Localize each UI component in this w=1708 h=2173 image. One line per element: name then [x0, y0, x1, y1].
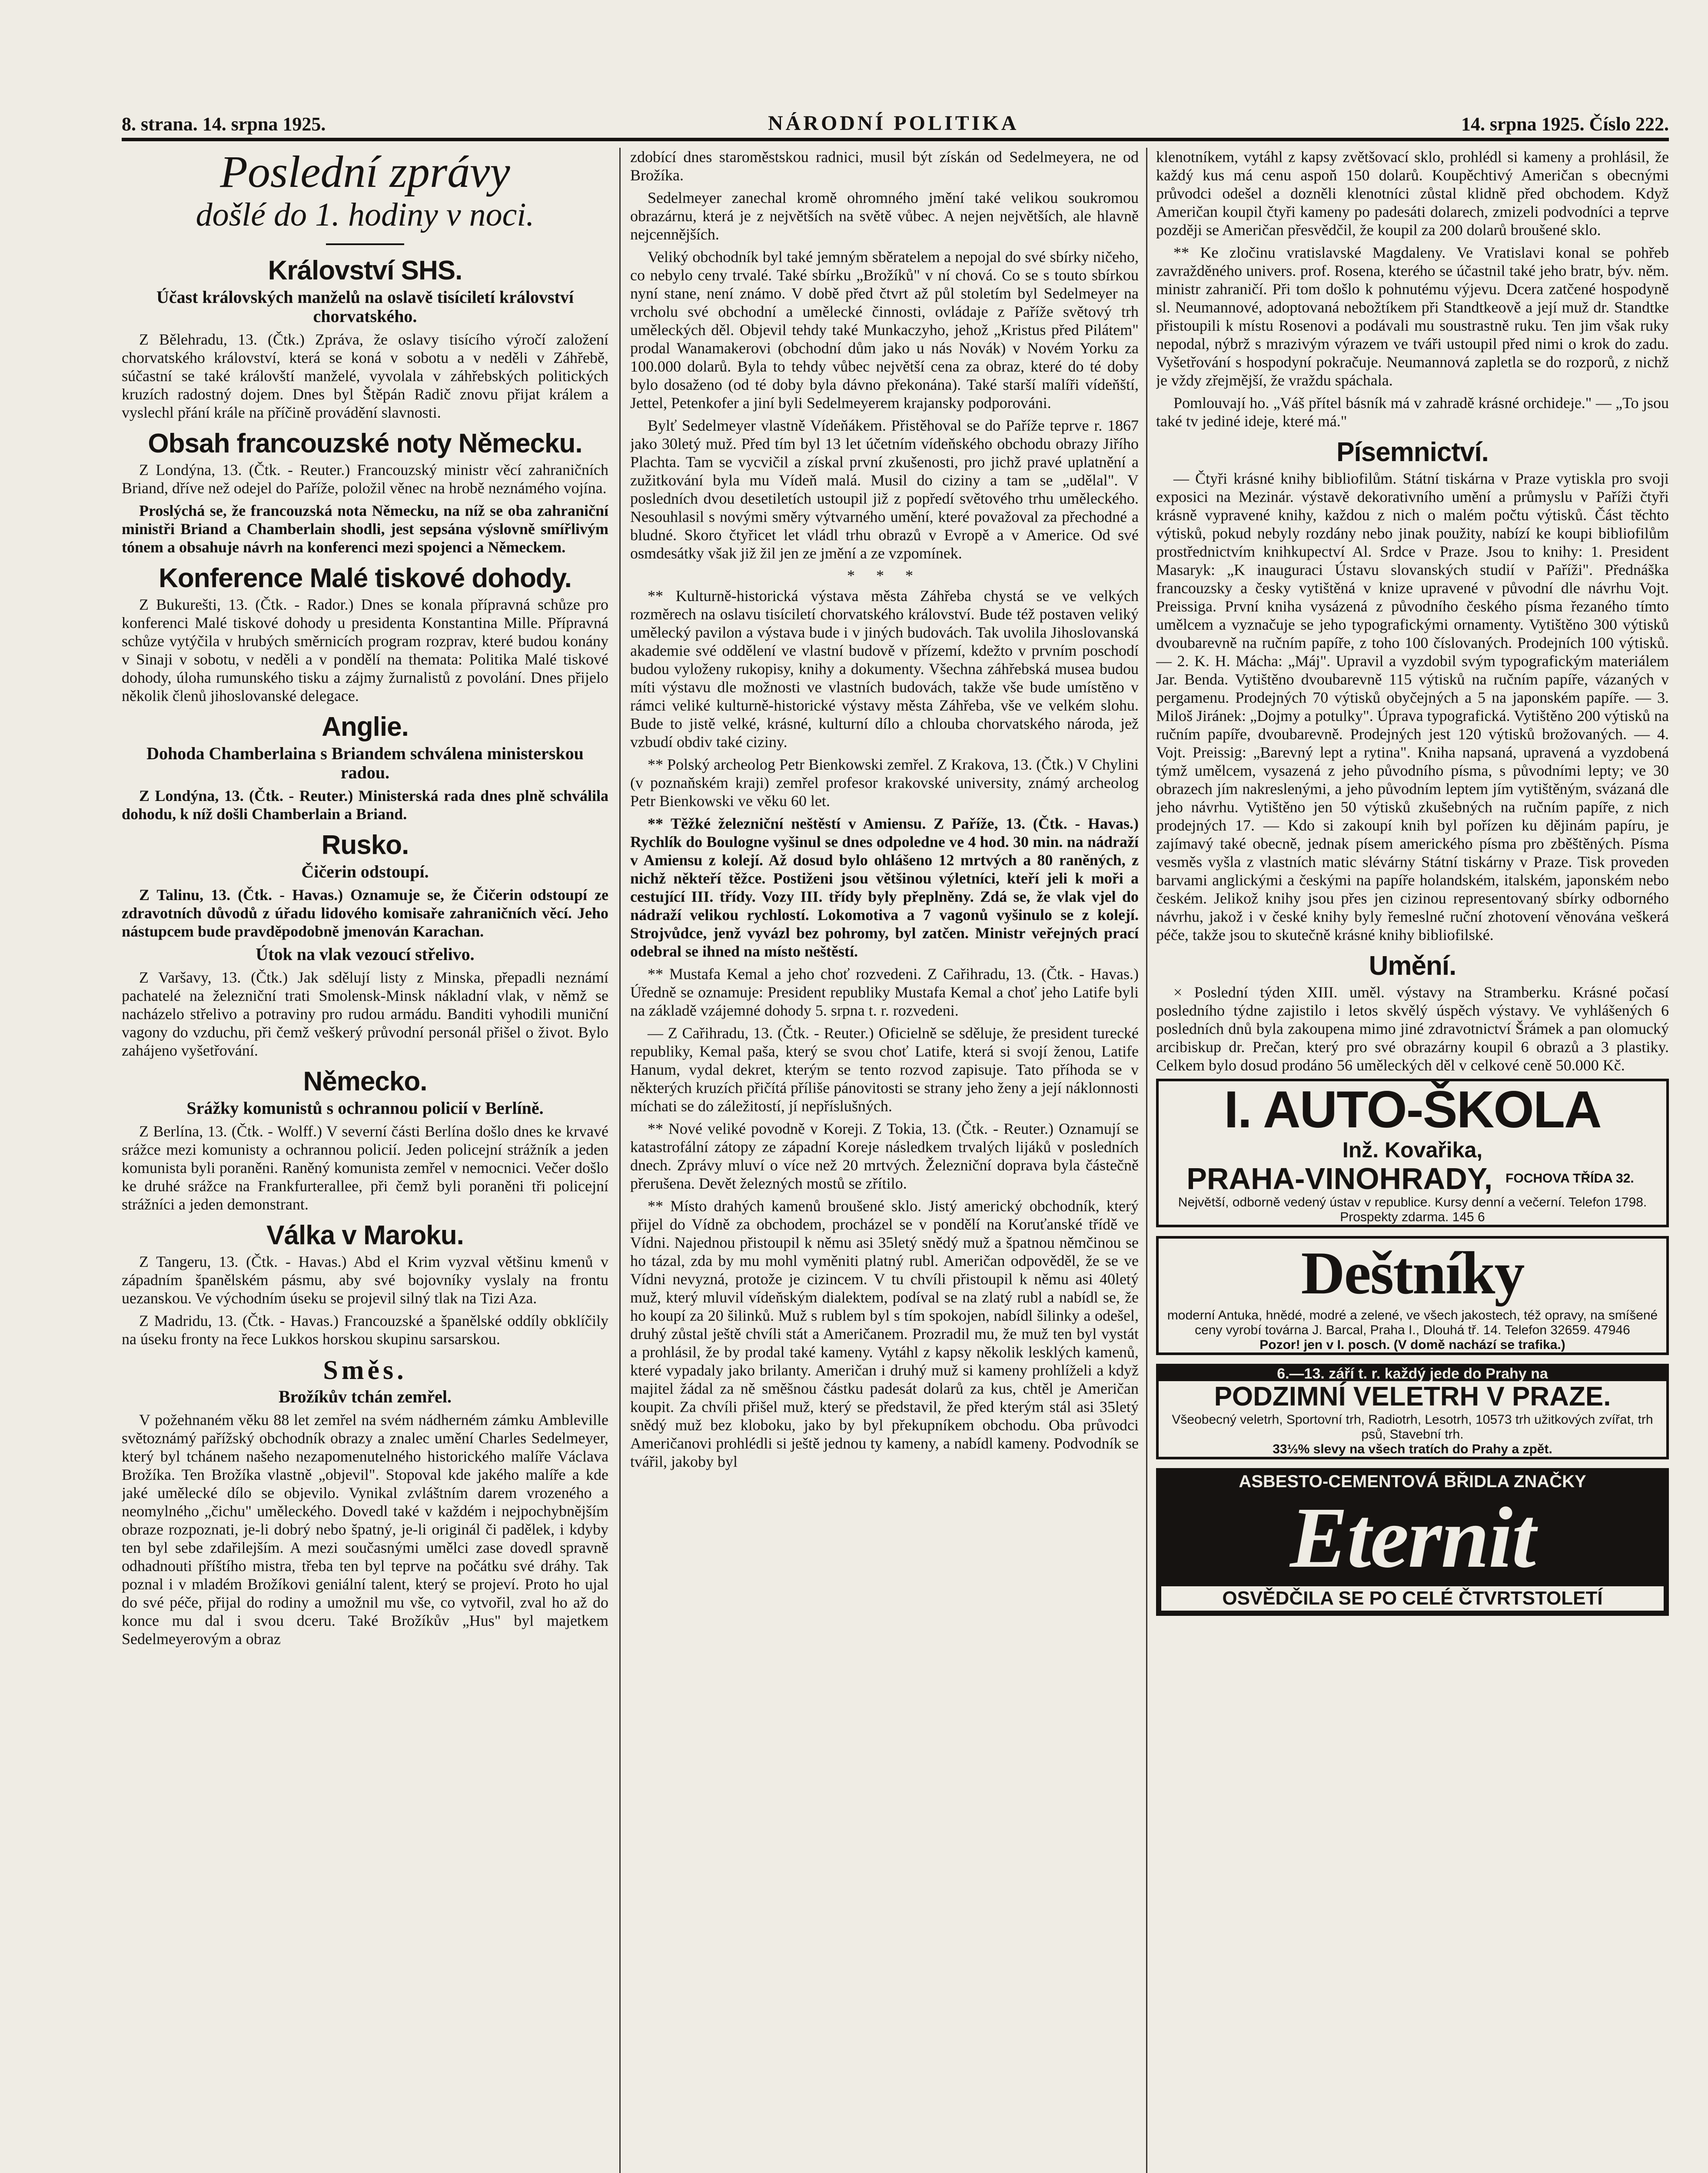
section-subheading: Účast královských manželů na oslavě tisíciletí království chorvatského. [156, 287, 574, 326]
article-paragraph: Proslýchá se, že francouzská nota Německu, na níž se oba zahraniční ministři Briand a Chamberlain shodli, jest sepsána výslovně smířlivým tónem a obsahuje návrh na konferenci mezi spojenci a Německem. [122, 502, 608, 556]
separator-stars: * * * [847, 567, 922, 584]
news-item: ** Kulturně-historická výstava města Záhřeba chystá se ve velkých rozměrech na oslavu tisíciletí chorvatského království. Bude též postaven veliký umělecký pavilon a výstava bude i v jiných budovách. Tak uvolila Jihoslovanská akademie své oddělení ve vlastní budově v přízemí, kdežto v prvním poschodí budou vyloženy rukopisy, knihy a dokumenty. Všechna záhřebská musea budou míti výstavu dle možnosti ve vlastních budovách, takže vše bude umístěno v rámci veliké kulturně-historické výstavy města Záhřeba, vše ve velkém slohu. Bude to jistě velké, krásné, kulturní dílo a chlouba chorvatského národa, jež vzbudí obdiv také ciziny. [630, 587, 1139, 751]
section-subheading: Brožíkův tchán zemřel. [278, 1387, 452, 1406]
article-paragraph: — Čtyři krásné knihy bibliofilům. Státní tiskárna v Praze vytiskla pro svoji exposici na Mezinár. výstavě dekorativního umění a průmyslu v Paříži čtyři krásně vypravené knihy, každou z nich o malém počtu výtisků. Část těchto výtisků, pokud nebyly rozdány nebo jinak použity, nabízí ke koupi bibliofilům prostřednictvím knihkupectví Al. Srdce v Praze. Jsou to knihy: 1. President Masaryk: „K inauguraci Ústavu slovanských studií v Paříži". Přednáška francouzsky a česky vytištěná v knize upravené v původní dle návrhu Vojt. Preissiga. První kniha vysázená z původního českého písma řezaného tímto umělcem a vyznačuje se jeho typografickými ornamenty. Vytištěno 300 výtisků dvoubarevně na ručním papíře, z toho 100 číslovaných. Prodejních 100 výtisků. — 2. K. H. Mácha: „Máj". Upravil a vyzdobil svým typografickým materiálem Jar. Benda. Vytištěno dvoubarevně 115 výtisků na ručním papíře, vázaných v pergamenu. Prodejných 70 výtisků obyčejných a 5 na japonském papíře. — 3. Miloš Jiránek: „Dojmy a potulky". Úprava typografická. Vytištěno 200 výtisků na ručním papíře, dvoubarevně. Prodejných jest 120 výtisků brožovaných. — 4. Vojt. Preissig: „Barevný lept a rytina". Kniha napsaná, upravená a vyzdobená týmž umělcem, vysazená z jeho původního písma, s původními lepty; ve 30 obrazech jím nakreslenými, a jeho původním leptem jím vytištěným, svázaná dle jeho návrhu. Vytištěno jen 50 výtisků zkušebných na ručním papíře, z nich prodejných 17. — Kdo si zakoupí knih byl pořízen ku dějinám papíru, je zajímavý také obecně, jednak písem amerického písma pro zběštěných. Písma vesměs vyšla z vlastních matic slévárny Státní tiskárny v Praze. Tisk proveden barvami anglickými a českými na papíře holandském, italském, japonském nebo českém. Jelikož knihy jsou přes jen cizinou representovaný sbírky odborného návrhu, jakož i v české knihy byly řemeslné ruční zhotovení věnována veškerá péče, takže jsou to skutečně krásné knihy bibliofilské. [1156, 470, 1669, 944]
joke: Pomlouvají ho. „Váš přítel básník má v zahradě krásné orchideje." — „To jsou také tv jediné ideje, které má." [1156, 394, 1669, 430]
section-heading: Směs. [323, 1356, 407, 1385]
article-paragraph: Z Londýna, 13. (Čtk. - Reuter.) Ministerská rada dnes plně schválila dohodu, k níž došli Chamberlain a Briand. [122, 787, 608, 823]
section-heading: Konference Malé tiskové dohody. [159, 563, 572, 593]
section-subheading: Dohoda Chamberlaina s Briandem schválena ministerskou radou. [146, 744, 584, 782]
page-header [122, 111, 1669, 141]
article-paragraph: Z Londýna, 13. (Čtk. - Reuter.) Francouzský ministr věcí zahraničních Briand, dříve než odejel do Paříže, položil věnec na hrobě neznámého vojína. [122, 461, 608, 497]
ad-street: FOCHOVA TŘÍDA 32. [1505, 1171, 1634, 1186]
column-3 [1156, 148, 1669, 2173]
column-1 [122, 148, 608, 2173]
article-paragraph: Z Berlína, 13. (Čtk. - Wolff.) V severní části Berlína došlo dnes ke krvavé srážce mezi komunisty a ochrannou policií. Jeden policejní strážník a jeden komunista byli poraněni. Raněný komunista zemřel v nemocnici. Večer došlo ke druhé srážce na Frankfurterallee, při čemž byli poraněni tři policejní strážníci a jeden demonstrant. [122, 1123, 608, 1213]
news-item: ** Ke zločinu vratislavské Magdaleny. Ve Vratislavi konal se pohřeb zavražděného univers. prof. Rosena, kterého se účastnil také jeho bratr, býv. něm. ministr zahraničí. Při tom došlo k pohnutému výjevu. Dcera zatčené hospodyně sl. Neumannové, adoptovaná nebožtíkem při Standtkeově a její muž dr. Standtke přistoupili k místu Rosenovi a podávali mu soustrastně ruku. Ten jim však ruky nepodal, nýbrž s mrazivým výrazem ve tváři ustoupil před nimi o krok do zadu. Vyšetřování s hospodyní pokračuje. Neumannová zapletla se do rozporů, z nichž je vždy zřejmější, že vraždu spáchala. [1156, 244, 1669, 389]
ad-title: PODZIMNÍ VELETRH V PRAZE. [1214, 1382, 1611, 1412]
section-subheading: Srážky komunistů s ochrannou policií v Berlíně. [186, 1098, 544, 1118]
ad-title: I. AUTO-ŠKOLA [1224, 1080, 1601, 1139]
ad-top-line: ASBESTO-CEMENTOVÁ BŘIDLA ZNAČKY [1239, 1472, 1586, 1491]
ad-text: moderní Antuka, hnědé, modré a zelené, ve všech jakostech, též opravy, na smíšené ceny vyrobí továrna J. Barcal, Praha I., Dlouhá tř. 14. Telefon 32659. 47946 [1167, 1308, 1658, 1337]
column-rule-1 [619, 148, 621, 2173]
ad-top-line: 6.—13. září t. r. každý jede do Prahy na [1159, 1366, 1666, 1381]
article-paragraph: Veliký obchodník byl také jemným sběratelem a nepojal do své sbírky ničeho, co nebylo ceny trvalé. Také sbírku „Brožíků" v ní chová. Co se s touto sbírkou nyní stane, není známo. V době před čtvrt až půl stoletím byl Sedelmeyer na vrcholu své obchodní a umělecké činnosti, ovládaje z Paříže světový trh uměleckých děl. Objevil tehdy také Munkaczyho, jehož „Kristus před Pilátem" prodal Wanamakerovi (obchodní dům jako u nás Novák) v Novém Yorku za 100.000 dolarů. Byla to tehdy vůbec největší cena za obraz, které do té doby bylo dosaženo (od té doby byla dávno překonána). Také starší malíři vídeňští, Jettel, Petenkofer a jiní byli Sedelmeyerem krajansky podporováni. [630, 248, 1139, 412]
ad-title: Deštníky [1301, 1239, 1524, 1307]
column-2 [630, 148, 1139, 2173]
ad-note: 33⅓% slevy na všech tratích do Prahy a zpět. [1273, 1442, 1552, 1456]
page-title: Poslední zprávy [220, 148, 510, 197]
page-subtitle: došlé do 1. hodiny v noci. [196, 196, 535, 233]
article-paragraph: Z Talinu, 13. (Čtk. - Havas.) Oznamuje se, že Čičerin odstoupí ze zdravotních důvodů z úřadu lidového komisaře zahraničních věcí. Jeho nástupcem bude pravděpodobně jmenován Karachan. [122, 886, 608, 940]
section-heading: Rusko. [321, 830, 409, 860]
section-subheading: Čičerin odstoupí. [301, 862, 429, 881]
advertisement-auto-skola [1156, 1079, 1669, 1227]
column-rule-2 [1146, 148, 1147, 2173]
ad-city: PRAHA-VINOHRADY, [1186, 1162, 1493, 1196]
article-paragraph: Z Bělehradu, 13. (Čtk.) Zpráva, že oslavy tisícího výročí založení chorvatského království, která se koná v sobotu a v neděli v Záhřebě, súčastní se také královští manželé, vyvolala v záhřebských politických kruzích radostný dojem. Dnes byl Štěpán Radič znovu přijat králem a vyslechl přání krále na příčině provádění slavnosti. [122, 331, 608, 421]
ad-text: Všeobecný veletrh, Sportovní trh, Radiotrh, Lesotrh, 10573 trh užitkových zvířat, trh psů, Stavební trh. [1172, 1412, 1653, 1442]
ad-bottom-line: OSVĚDČILA SE PO CELÉ ČTVRTSTOLETÍ [1161, 1586, 1664, 1611]
article-paragraph: V požehnaném věku 88 let zemřel na svém nádherném zámku Ambleville světoznámý pařížský obchodník obrazy a znalec umění Charles Sedelmeyer, který byl tchánem našeho nezapomenutelného historického malíře Václava Brožíka. Ten Brožíka vlastně „objevil". Stopoval kde jakého malíře a kde jaké umělecké dílo se objevilo. Vynikal zvláštním darem vrozeného a neomylného „čichu" uměleckého. Dovedl také v každém i nejpochybnějším obraze rozpoznati, je-li dobrý nebo špatný, je-li originál či padělek, i kdyby ten byl sebe zdařilejším. A mezi současnými umělci zase dovedl spravně odhadnouti příštího mistra, třeba ten byl teprve na počátku své dráhy. Tak poznal i v mladém Brožíkovi geniální talent, který se projeví. Proto ho ujal do své péče, přijal do rodiny a umožnil mu vše, co vytvořil, zval ho až do konce mu dal i svou dceru. Také Brožíkův „Hus" byl majetkem Sedelmeyerovým a obraz [122, 1411, 608, 1648]
article-paragraph: Z Varšavy, 13. (Čtk.) Jak sdělují listy z Minska, přepadli neznámí pachatelé na železniční trati Smolensk-Minsk nákladní vlak, v němž se nacházelo střelivo a potraviny pro rudou armádu. Banditi vyhodili muniční vagony do vzduchu, při čemž veškerý průvodní personál přišel o život. Bylo zahájeno vyšetřování. [122, 969, 608, 1059]
ad-name: Inž. Kovařika, [1342, 1138, 1483, 1162]
section-heading: Umění. [1369, 951, 1456, 981]
news-item: ** Mustafa Kemal a jeho choť rozvedeni. Z Cařihradu, 13. (Čtk. - Havas.) Úředně se oznamuje: President republiky Mustafa Kemal a choť jeho Latife byli na základě vzájemné dohody 5. srpna t. r. rozvedeni. [630, 965, 1139, 1019]
news-item: ** Nové veliké povodně v Koreji. Z Tokia, 13. (Čtk. - Reuter.) Oznamují se katastrofální zátopy ze západní Koreje následkem trvalých lijáků v posledních dnech. Zprávy mluví o více než 20 mrtvých. Železniční doprava byla částečně přerušena. Devět železných mostů se zřítilo. [630, 1120, 1139, 1192]
article-paragraph: klenotníkem, vytáhl z kapsy zvětšovací sklo, prohlédl si kameny a prohlásil, že každý kus má cenu aspoň 150 dolarů. Koupěchtivý Američan s obecnými průvodci odešel a dozněli klenotníci zůstal klidně před obchodem. Když Američan koupil čtyři kameny po padesáti dolarech, zmizeli podvodníci a teprve později se Američan přesvědčil, že koupil za 200 dolarů broušené sklo. [1156, 148, 1669, 239]
article-paragraph: Z Tangeru, 13. (Čtk. - Havas.) Abd el Krim vyzval většinu kmenů v západním španělském pásmu, aby své bojovníky vyslaly na frontu uezanskou. Ve východním úseku se projevil silný tlak na Tizi Aza. [122, 1253, 608, 1307]
article-paragraph: Bylť Sedelmeyer vlastně Vídeňákem. Přistěhoval se do Paříže teprve r. 1867 jako 30letý muž. Před tím byl 13 let účetním vídeňského obchodu obrazy Jiřího Plachta. Tam se vycvičil a získal první zkušenosti, pro jichž pravé uplatnění a zužitkování byla mu Vídeň malá. Musil do ciziny a tam se „udělal". V posledních dvou desetiletích ustoupil již z popředí světového trhu uměleckého. Nesouhlasil s novými směry výtvarného umění, které považoval za přechodné a bludné. Skoro čtyřicet let vládl trhu obrazů v Evropě a v Americe. Od své osmdesátky však již žil jen ze jmění a ze vzpomínek. [630, 417, 1139, 562]
section-heading: Anglie. [322, 712, 409, 742]
ad-note: Pozor! jen v I. posch. (V domě nachází se trafika.) [1259, 1338, 1565, 1352]
advertisement-destniky [1156, 1236, 1669, 1355]
section-heading: Obsah francouzské noty Německu. [148, 429, 582, 459]
header-right: 14. srpna 1925. Číslo 222. [1461, 113, 1669, 135]
advertisement-eternit [1156, 1468, 1669, 1616]
news-item: ** Polský archeolog Petr Bienkowski zemřel. Z Krakova, 13. (Čtk.) V Chylini (v poznaňském kraji) zemřel profesor krakovské university, známý archeolog Petr Bienkowski ve věku 60 let. [630, 756, 1139, 810]
news-item: — Z Cařihradu, 13. (Čtk. - Reuter.) Oficielně se sděluje, že president turecké republiky, Kemal paša, který se svou choť Latife, která si svojí ženou, Latife Hanum, vydal dekret, kterým se tento rozvod zapisuje. Tato příhoda se v některých kruzích přičítá příliše pánovitosti se strany jeho ženy a její náklonnosti míchati se do záležitostí, jí nepříslušných. [630, 1024, 1139, 1115]
article-paragraph: Sedelmeyer zanechal kromě ohromného jmění také velikou soukromou obrazárnu, která je z největších na světě vůbec. A nejen největších, ale hlavně nejcennějších. [630, 189, 1139, 243]
ad-text: Největší, odborně vedený ústav v republice. Kursy denní a večerní. Telefon 1798. Prospekty zdarma. 145 6 [1178, 1195, 1647, 1224]
divider [326, 243, 404, 245]
section-heading: Království SHS. [268, 256, 462, 286]
article-paragraph: zdobící dnes staroměstskou radnici, musil být získán od Sedelmeyera, ne od Brožíka. [630, 148, 1139, 184]
section-heading: Válka v Maroku. [266, 1220, 464, 1250]
advertisement-veletrh [1156, 1364, 1669, 1459]
news-item: ** Místo drahých kamenů broušené sklo. Jistý americký obchodník, který přijel do Vídně za obchodem, procházel se v pondělí na Koruťanské třídě ve Vídni. Najednou přistoupil k němu asi 35letý snědý muž a špatnou němčinou se ho tázal, zda by mu mohl vyměniti platný rubl. Američan odpověděl, že se ve Vídni nevyzná, protože je cizincem. V tu chvíli přistoupil k němu asi 40letý muž, který mluvil vídeňským dialektem, podíval se na zlatý rubl a nabídl se, že ho koupí za 20 šilinků. Muž s rublem byl s tím spokojen, nabídl šilinky a odešel, druhý zůstal ještě chvíli stát a Američanem. Prozradil mu, že muž ten byl vystát a prohlásil, že by prodal také kameny. Vytáhl z kapsy několik lesklých kamenů, které vypadaly jako brilanty. Američan i druhý muž si kameny prohlíželi a když majitel žádal za ně směšnou částku padesát dolarů za kus, chtěl je Američan koupit. Za chvíli přišel muž, který se představil, že před kterým stál asi 35letý snědý muž bez kloboku, jako by byl překupníkem obchodu. Oba průvodci Američanovi prohlédli si ještě jednou ty kameny, a nabídl kameny. Podvodník se tvářil, jakoby byl [630, 1197, 1139, 1470]
article-paragraph: Z Madridu, 13. (Čtk. - Havas.) Francouzské a španělské oddíly obklíčily na úseku fronty na řece Lukkos horskou skupinu sarsarskou. [122, 1312, 608, 1348]
masthead-title: NÁRODNÍ POLITIKA [768, 112, 1019, 135]
article-paragraph: Z Bukurešti, 13. (Čtk. - Rador.) Dnes se konala přípravná schůze pro konferenci Malé tiskové dohody u presidenta Konstantina Mille. Přípravná schůze vytýčila v hrubých směrnicích program rozprav, které budou konány v Sinaji v sobotu, v neděli a v pondělí na themata: Politika Malé tiskové dohody, úloha rumunského tisku a zájmy žurnalistů z povolání. Dnes přijelo několik členů jihoslovanské delegace. [122, 596, 608, 704]
news-item: ** Těžké železniční neštěstí v Amiensu. Z Paříže, 13. (Čtk. - Havas.) Rychlík do Boulogne vyšinul se dnes odpoledne ve 4 hod. 30 min. na nádraží v Amiensu z kolejí. Až dosud bylo ohlášeno 12 mrtvých a 80 raněných, z nichž někteří těžce. Postiženi jsou většinou výletníci, kteří jeli k moři a cestující III. třídy. Vozy III. třídy byly přeplněny. Zdá se, že vlak vjel do nádraží velikou rychlostí. Lokomotiva a 7 vagonů vyšinulo se z kolejí. Strojvůdce, jenž vyvázl bez pohromy, byl zatčen. Ministr veřejných prací odebral se ihned na místo neštěstí. [630, 815, 1139, 960]
section-subheading: Útok na vlak vezoucí střelivo. [256, 944, 475, 964]
header-left: 8. strana. 14. srpna 1925. [122, 113, 326, 135]
ad-title: Eternit [1290, 1490, 1535, 1586]
section-heading: Písemnictví. [1336, 437, 1489, 467]
article-paragraph: × Poslední týden XIII. uměl. výstavy na Stramberku. Krásné počasí posledního týdne zajistilo i letos skvělý úspěch výstavy. Ve vyhlášených 6 posledních dnů byla zakoupena mimo jiné zdravotnictví Šrámek a pan olomucký arcibiskup dr. Prečan, který pro své obrazárny koupil 6 obrazů a 3 plastiky. Celkem bylo dosud prodáno 56 uměleckých děl v celkové ceně 50.000 Kč. [1156, 983, 1669, 1074]
section-heading: Německo. [303, 1067, 427, 1096]
